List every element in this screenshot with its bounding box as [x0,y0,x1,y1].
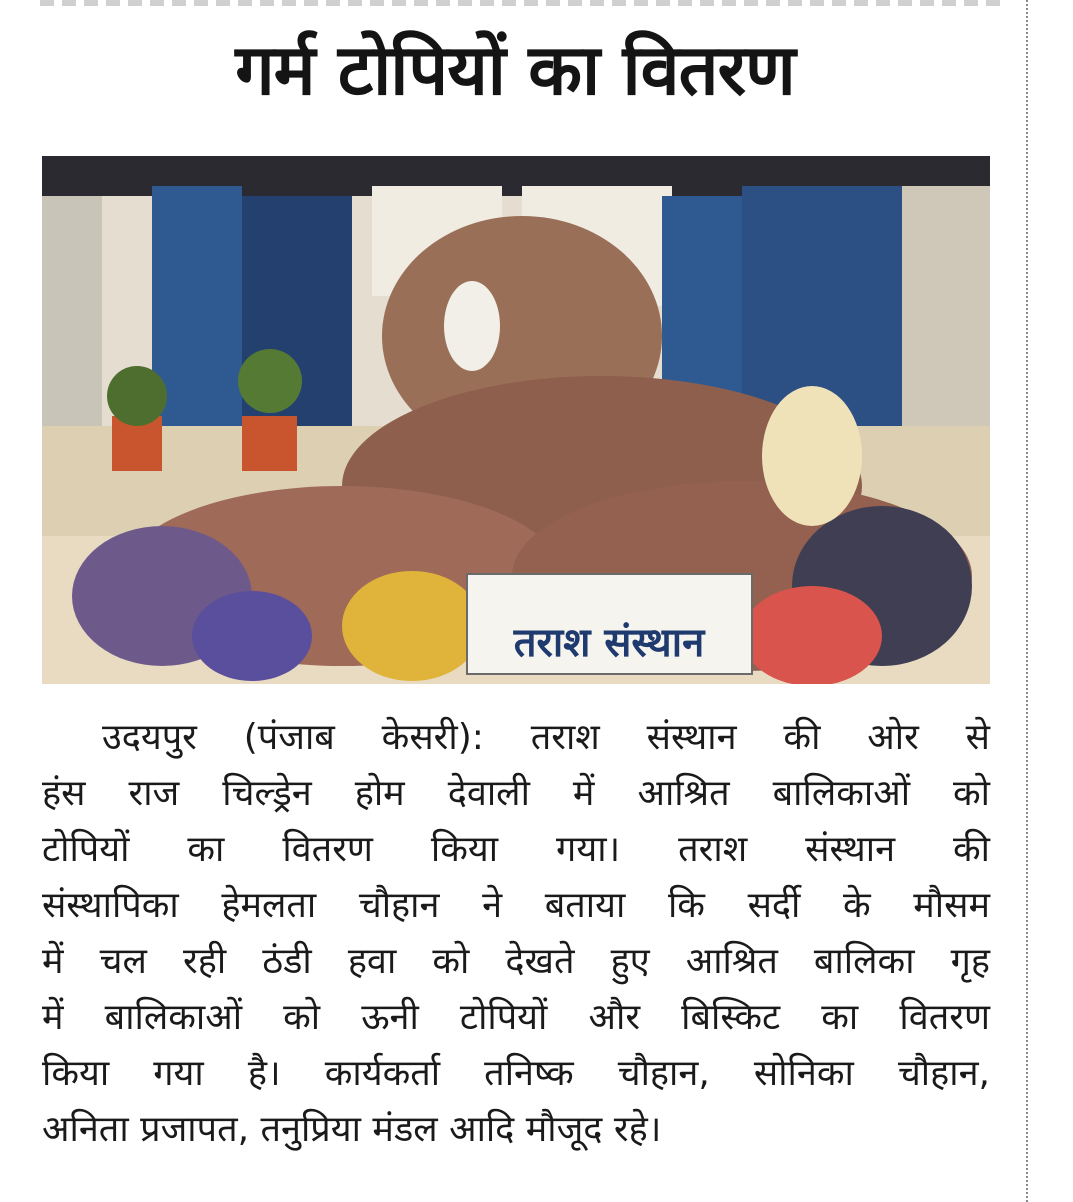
headline: गर्म टोपियों का वितरण [235,29,795,111]
article-body [42,710,990,1158]
top-border-rule [40,0,1000,6]
news-photo [42,156,990,684]
photo-right-edge [902,186,990,446]
article-line: में बालिकाओं को ऊनी टोपियों और बिस्किट का वितरण [42,997,990,1038]
article-line: हंस राज चिल्ड्रेन होम देवाली में आश्रित बालिकाओं को [42,773,990,814]
column-divider [1026,0,1028,1202]
photo-plant-left [107,366,167,426]
photo-plant-mid [238,349,302,413]
photo-pot-mid [242,416,297,471]
article-line: किया गया है। कार्यकर्ता तनिष्क चौहान, सोनिका चौहान, [42,1053,990,1094]
article-line: उदयपुर (पंजाब केसरी): तराश संस्थान की ओर से [102,717,990,758]
photo-left-wall [42,196,102,426]
article-line: अनिता प्रजापत, तनुप्रिया मंडल आदि मौजूद रहे। [42,1109,662,1150]
article-line: में चल रही ठंडी हवा को देखते हुए आश्रित बालिका गृह [42,941,990,982]
photo-banner-text: तराश संस्थान [513,620,705,666]
article-line: टोपियों का वितरण किया गया। तराश संस्थान की [42,829,990,870]
article-line: संस्थापिका हेमलता चौहान ने बताया कि सर्दी के मौसम [42,885,990,926]
